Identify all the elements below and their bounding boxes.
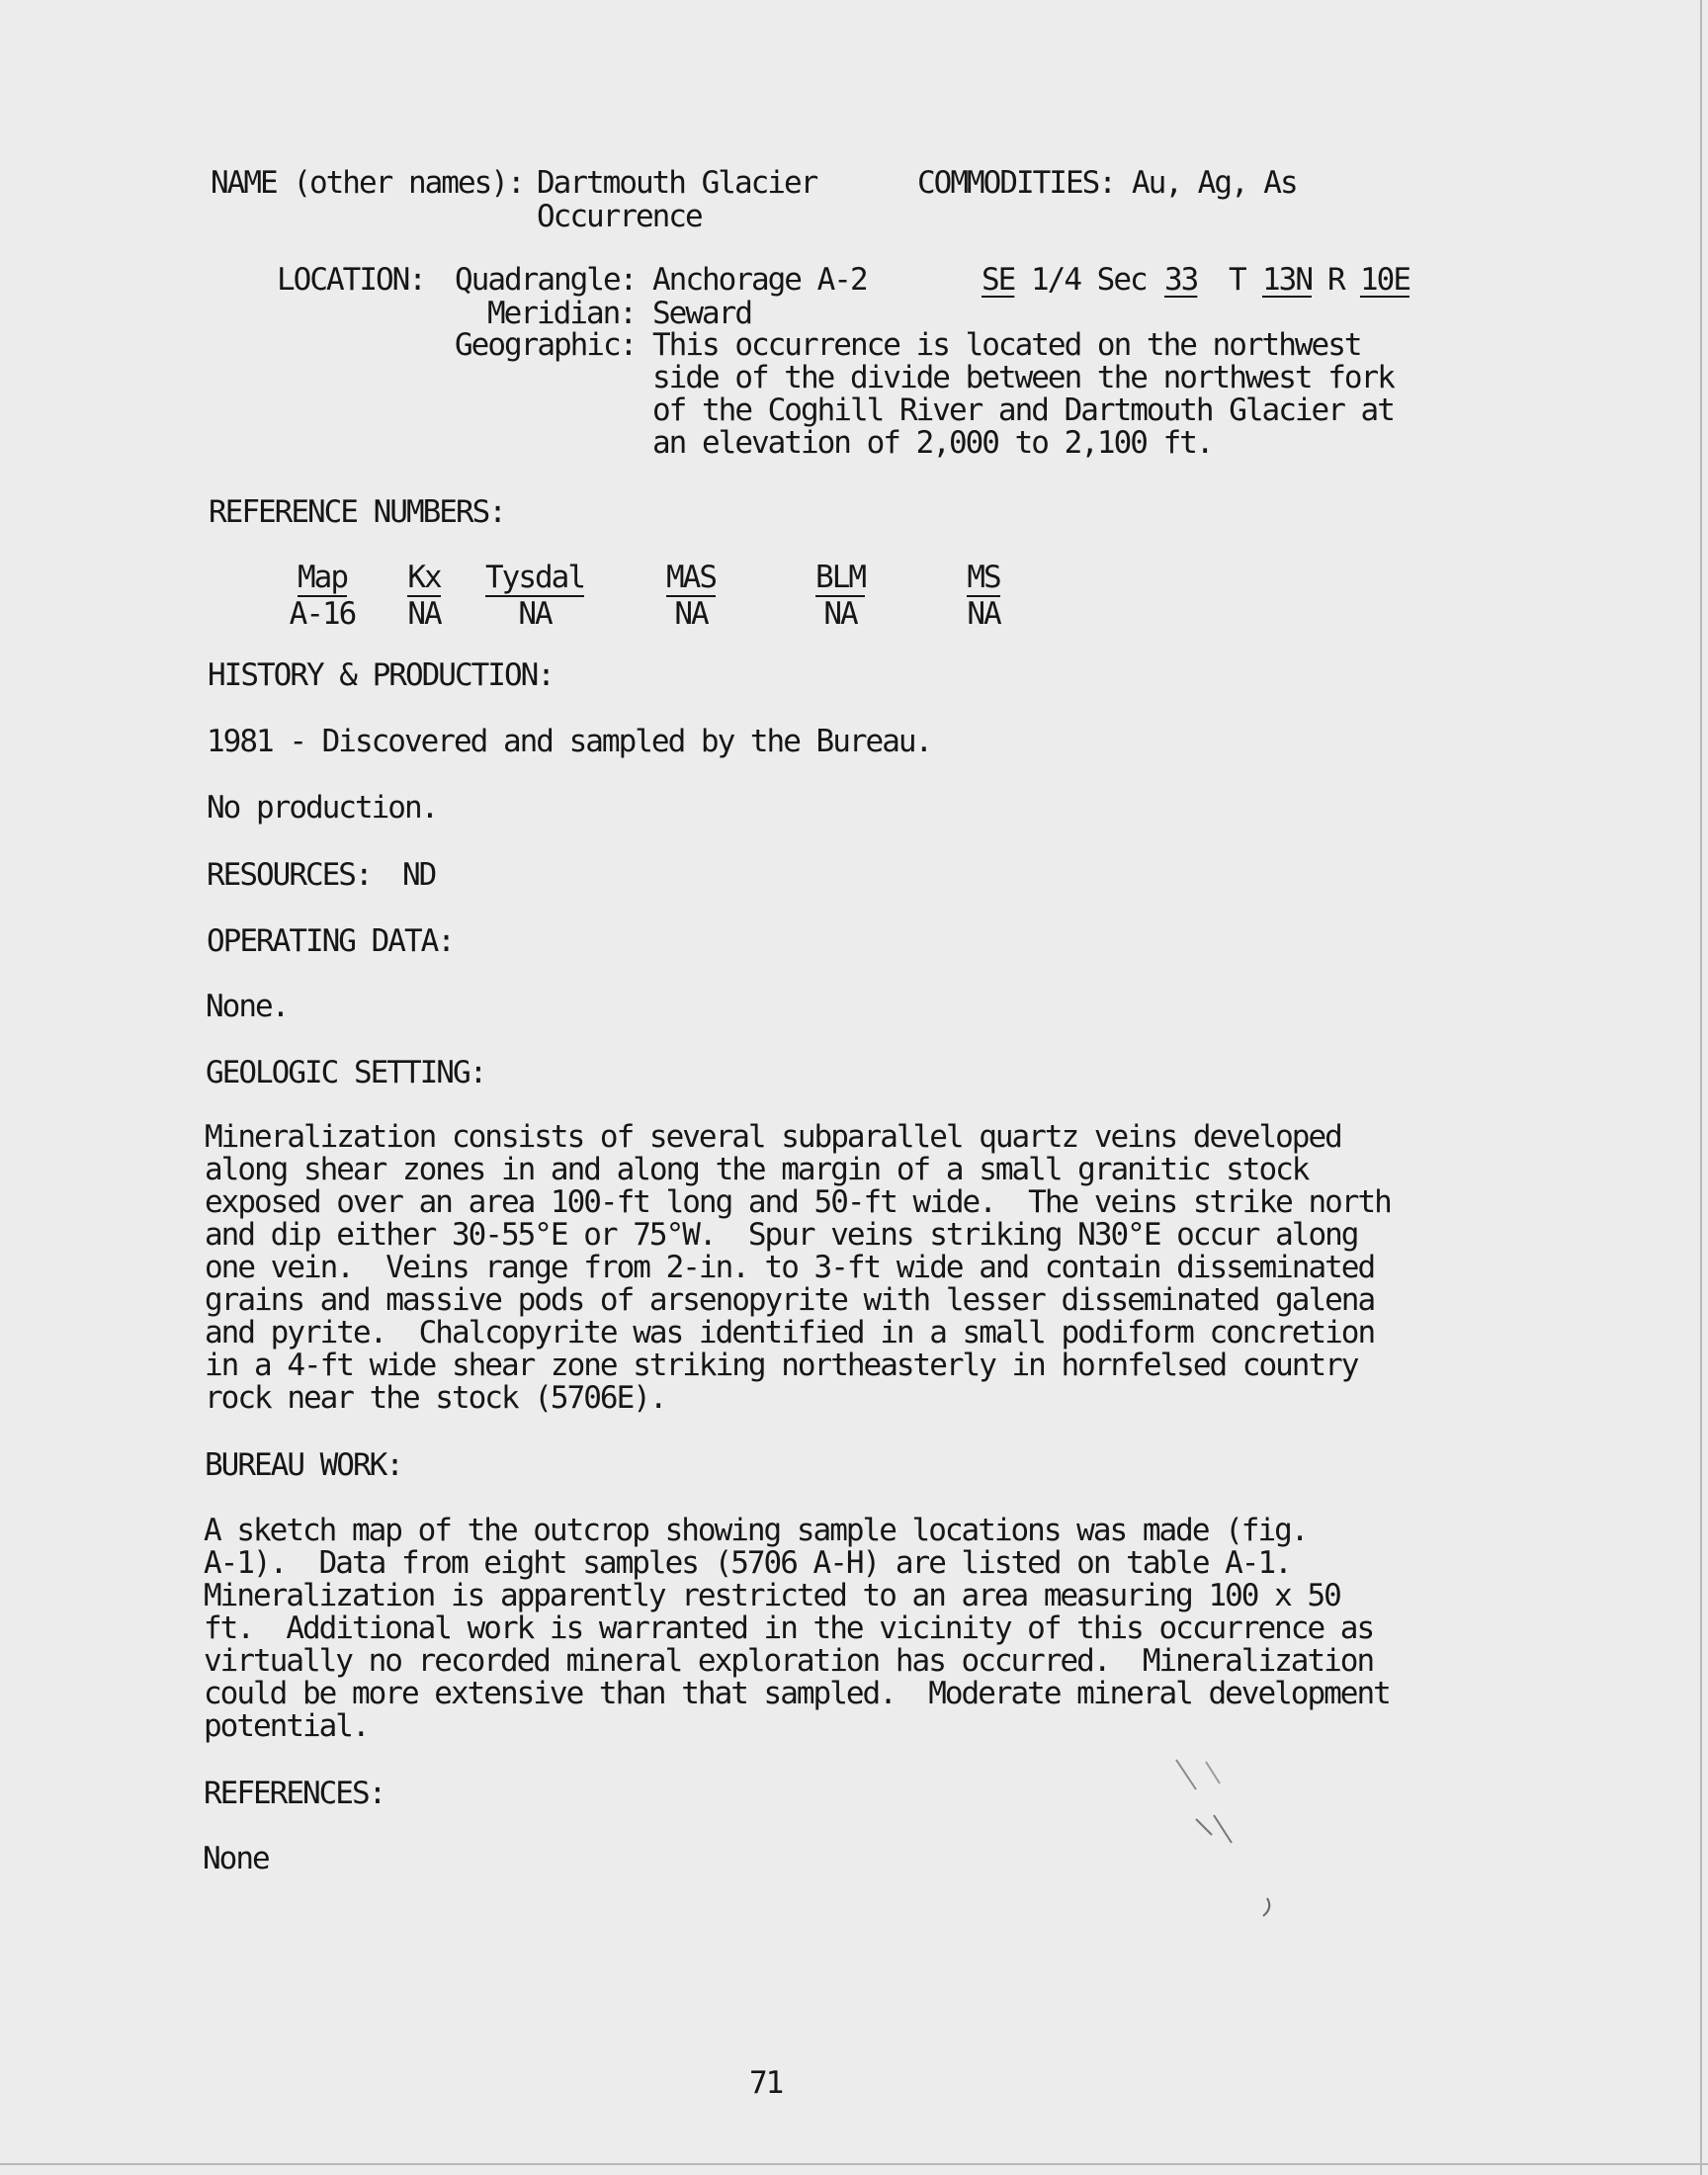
scan-edge-right (1700, 0, 1702, 2175)
ref-value: A-16 (289, 596, 356, 632)
geographic-line-4: an elevation of 2,000 to 2,100 ft. (652, 425, 1213, 461)
history-label: HISTORY & PRODUCTION: (208, 657, 554, 693)
geologic-line-4: and dip either 30-55°E or 75°W. Spur veins striking N30°E occur along (205, 1217, 1358, 1253)
ref-col-mas (661, 561, 721, 631)
range-label: R (1327, 262, 1344, 298)
ref-value: NA (518, 596, 552, 632)
ref-header: Tysdal (485, 560, 584, 595)
ref-col-ms (959, 561, 1008, 631)
commodities-label: COMMODITIES: (917, 165, 1115, 201)
history-line-2: No production. (207, 790, 438, 826)
section-value: 33 (1164, 262, 1198, 298)
resources-label: RESOURCES: (207, 857, 372, 893)
geologic-line-8: in a 4-ft wide shear zone striking northeasterly in hornfelsed country (205, 1348, 1358, 1383)
geologic-line-6: grains and massive pods of arsenopyrite with lesser disseminated galena (205, 1282, 1375, 1318)
meridian-label: Meridian: (487, 296, 636, 331)
ref-header: MAS (666, 560, 716, 595)
quadrangle-value: Anchorage A-2 (652, 262, 867, 298)
name-label: NAME (other names): (211, 165, 524, 201)
bureau-line-4: ft. Additional work is warranted in the vicinity of this occurrence as (204, 1610, 1374, 1646)
geologic-line-9: rock near the stock (5706E). (205, 1380, 666, 1416)
references-value: None (203, 1841, 269, 1876)
meridian-value: Seward (652, 296, 751, 331)
ref-col-blm (811, 561, 870, 631)
range-value: 10E (1360, 262, 1409, 298)
ref-value: NA (407, 596, 441, 632)
operating-label: OPERATING DATA: (207, 923, 454, 959)
operating-value: None. (206, 989, 289, 1024)
quarter-value: SE (982, 262, 1015, 298)
pencil-marks (1156, 1740, 1275, 1918)
township-value: 13N (1262, 262, 1312, 298)
scan-edge-bottom (0, 2163, 1708, 2165)
ref-value: NA (674, 596, 708, 632)
bureau-line-3: Mineralization is apparently restricted to an area measuring 100 x 50 (204, 1578, 1340, 1613)
quarter-suffix: 1/4 Sec (1031, 262, 1147, 298)
geologic-line-3: exposed over an area 100-ft long and 50-ft wide. The veins strike north (205, 1184, 1391, 1220)
geologic-line-7: and pyrite. Chalcopyrite was identified in a small podiform concretion (205, 1315, 1375, 1350)
reference-numbers-label: REFERENCE NUMBERS: (209, 494, 505, 530)
section-quarter (982, 263, 1147, 297)
ref-col-map (283, 561, 362, 631)
township-label: T (1229, 262, 1245, 298)
bureau-line-5: virtually no recorded mineral exploration has occurred. Mineralization (204, 1643, 1374, 1679)
bureau-line-1: A sketch map of the outcrop showing sample locations was made (fig. (204, 1513, 1308, 1548)
geographic-label: Geographic: (455, 327, 637, 363)
geographic-line-2: side of the divide between the northwest fork (652, 360, 1394, 395)
name-value-line2: Occurrence (537, 199, 702, 234)
geographic-line-1: This occurrence is located on the northwest (652, 327, 1361, 363)
ref-header: Map (298, 560, 347, 595)
geologic-label: GEOLOGIC SETTING: (206, 1055, 486, 1090)
bureau-line-6: could be more extensive than that sampled. Moderate mineral development (204, 1676, 1390, 1711)
ref-header: MS (967, 560, 1000, 595)
ref-header: BLM (815, 560, 865, 595)
ref-header: Kx (407, 560, 441, 595)
geologic-line-5: one vein. Veins range from 2-in. to 3-ft wide and contain disseminated (205, 1250, 1375, 1285)
name-value-line1: Dartmouth Glacier (537, 165, 817, 201)
ref-value: NA (823, 596, 857, 632)
ref-col-kx (399, 561, 449, 631)
ref-value: NA (967, 596, 1000, 632)
location-label: LOCATION: (277, 262, 425, 298)
page-number: 71 (749, 2065, 783, 2101)
history-line-1: 1981 - Discovered and sampled by the Bureau. (207, 724, 932, 759)
geographic-line-3: of the Coghill River and Dartmouth Glacier at (652, 392, 1394, 428)
bureau-line-2: A-1). Data from eight samples (5706 A-H) are listed on table A-1. (204, 1545, 1291, 1581)
bureau-label: BUREAU WORK: (205, 1447, 402, 1483)
resources-value: ND (402, 857, 436, 893)
references-label: REFERENCES: (204, 1776, 385, 1811)
ref-col-tysdal (482, 561, 587, 631)
geologic-line-2: along shear zones in and along the margin of a small granitic stock (205, 1152, 1309, 1187)
bureau-line-7: potential. (204, 1708, 369, 1744)
commodities-value: Au, Ag, As (1132, 165, 1297, 201)
quadrangle-label: Quadrangle: (455, 262, 637, 298)
geologic-line-1: Mineralization consists of several subparallel quartz veins developed (205, 1119, 1341, 1155)
